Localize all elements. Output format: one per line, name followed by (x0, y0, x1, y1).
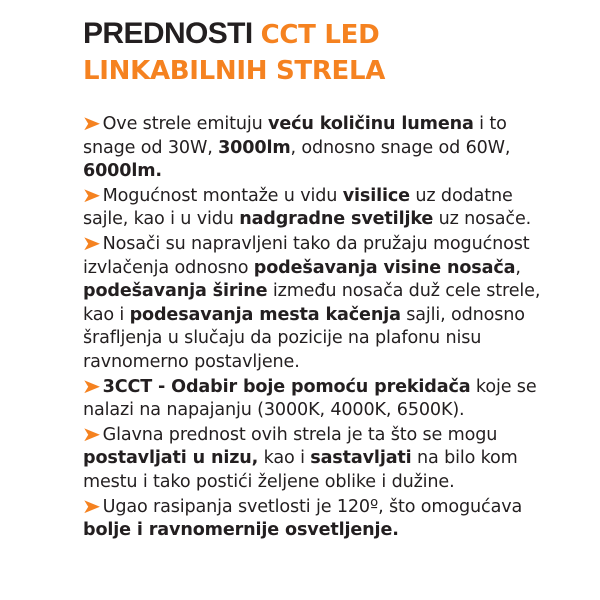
bullet-text: uz nosače. (433, 209, 532, 230)
bullet-text: Glavna prednost ovih strela je ta što se mogu (102, 424, 498, 445)
bullet-bold-text: postavljati u nizu, (83, 448, 259, 469)
feature-bullet (83, 495, 543, 543)
bullet-text: Ove strele emituju (102, 114, 269, 134)
bullet-text: Mogućnost montaže u vidu (102, 185, 343, 206)
bullet-text: između nosača duž cele strele, kao i (83, 281, 541, 325)
title-orange-part: CCT LED (260, 20, 380, 50)
orange-arrowhead-icon: ➤ (81, 373, 101, 398)
bullet-bold-text: bolje i ravnomernije osvetljenje. (83, 520, 399, 541)
bullet-text: Ugao rasipanja svetlosti je 120º, što omogućava (102, 496, 523, 517)
bullet-bold-text: podešavanja širine (83, 281, 268, 302)
feature-bullet (83, 375, 543, 423)
feature-bullet (83, 232, 543, 375)
bullet-bold-text: 3000lm (218, 137, 291, 158)
title-dark-part: PREDNOSTI (83, 17, 253, 50)
bullet-bold-text: 6000lm. (83, 161, 162, 182)
bullet-text: uz dodatne sajle, kao i u vidu (83, 185, 513, 230)
page-title (83, 16, 385, 89)
orange-arrowhead-icon: ➤ (81, 493, 101, 518)
orange-arrowhead-icon: ➤ (81, 421, 101, 446)
bullet-bold-text: nadgradne svetiljke (239, 209, 434, 230)
feature-bullet (83, 184, 543, 232)
bullet-bold-text: veću količinu lumena (268, 114, 474, 134)
bullet-text: Nosači su napravljeni tako da pružaju mogućnost izvlačenja odnosno (83, 233, 530, 278)
bullet-text: , odnosno snage od 60W, (290, 137, 511, 158)
feature-bullet (83, 423, 543, 495)
orange-arrowhead-icon: ➤ (81, 182, 101, 207)
orange-arrowhead-icon: ➤ (81, 111, 101, 135)
feature-bullet (83, 112, 543, 184)
bullet-text: kao i (258, 448, 311, 469)
bullet-bold-text: podesavanja mesta kačenja (129, 304, 401, 325)
bullet-bold-text: visilice (342, 185, 410, 206)
feature-list (83, 112, 543, 543)
bullet-text: koje se nalazi na napajanju (3000K, 4000K, 6500K). (83, 376, 537, 421)
title-second-line: LINKABILNIH STRELA (83, 56, 386, 86)
bullet-text: na bilo kom mestu i tako postići željene oblike i dužine. (83, 448, 518, 492)
bullet-text: i to snage od 30W, (83, 114, 507, 158)
bullet-bold-text: 3CCT - Odabir boje pomoću prekidača (102, 376, 471, 397)
bullet-text: , (515, 257, 521, 278)
bullet-bold-text: sastavljati (310, 448, 412, 469)
bullet-text: sajli, odnosno šrafljenja u slučaju da pozicije na plafonu nisu ravnomerno postavljene. (83, 304, 525, 372)
bullet-bold-text: podešavanja visine nosača (253, 257, 516, 278)
orange-arrowhead-icon: ➤ (81, 230, 101, 255)
